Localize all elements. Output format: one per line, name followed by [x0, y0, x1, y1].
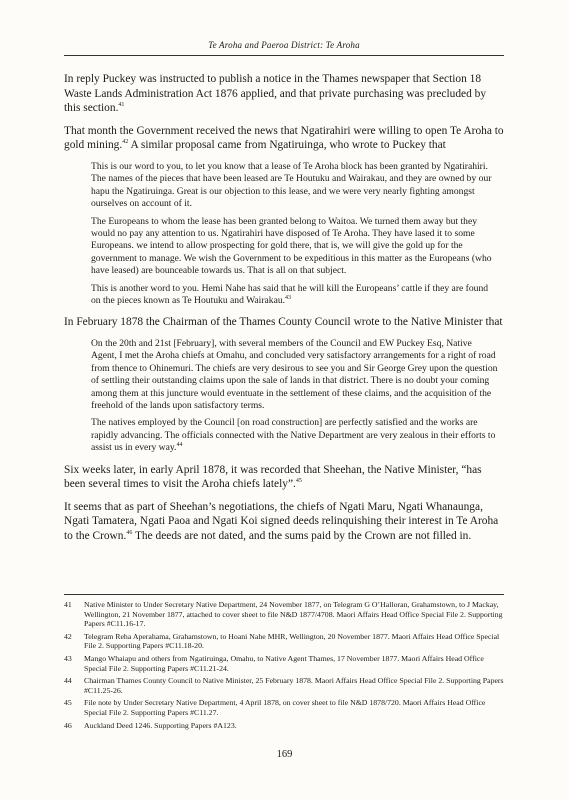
- quote-2-para-1: On the 20th and 21st [February], with several members of the Council and EW Puckey Esq, Native Agent, I met the Aroha chiefs at Omahu, and concluded very satisfactory arrangements for a right of road from thence to Ohinemuri. The chiefs are very desirous to see you and Sir George Grey upon the question of settling their outstanding claims upon the sale of lands in that district. There is no doubt your coming among them at this juncture would eventuate in the settlement of these claims, and the acquisition of the freehold of the lands upon satisfactory terms.: [91, 338, 498, 412]
- quote-1-para-3-text: This is another word to you. Hemi Nahe has said that he will kill the Europeans’ cattle if they are found on the pieces known as Te Houtuku and Wairakau.: [91, 282, 489, 307]
- quote-2-para-2: [91, 417, 498, 454]
- footnote: [64, 632, 504, 651]
- footnote-ref-45[interactable]: 45: [295, 478, 302, 485]
- paragraph-5-text-cont: The deeds are not dated, and the sums paid by the Crown are not filled in.: [132, 530, 472, 543]
- footnote-ref-44[interactable]: 44: [176, 442, 183, 449]
- paragraph-2-text-cont: A similar proposal came from Ngatiruinga, who wrote to Puckey that: [128, 139, 446, 152]
- paragraph-5-text: It seems that as part of Sheehan’s negotiations, the chiefs of Ngati Maru, Ngati Whanaunga, Ngati Tamatera, Ngati Paoa and Ngati Koi signed deeds relinquishing their interest in Te Aroha to the Crown.: [64, 500, 499, 543]
- footnote: [64, 600, 504, 629]
- block-quote-county-council: [91, 338, 498, 455]
- block-quote-ngatiruinga: [91, 161, 498, 307]
- footnote-number: 44: [64, 676, 72, 686]
- page-number: 169: [276, 749, 293, 760]
- quote-1-para-2: The Europeans to whom the lease has been granted belong to Waitoa. We turned them away but they would no pay any attention to us. Ngatirahiri have disposed of Te Aroha. They have lased it to some Europeans. we intend to allow prospecting for gold there, that is, we will give the gold up for the government to manage. We wish the Government to be expeditious in this matter as the Europeans (who have leased) are bounceable towards us. That is all on that subject.: [91, 215, 492, 277]
- body-text: [64, 72, 504, 552]
- paragraph-1: [64, 72, 504, 116]
- footnote-number: 45: [64, 698, 72, 708]
- paragraph-5: [64, 500, 504, 544]
- footnote-number: 43: [64, 653, 72, 663]
- footnote-ref-42[interactable]: 42: [122, 139, 129, 146]
- footnote: [64, 676, 504, 695]
- footnote-text: Native Minister to Under Secretary Native Department, 24 November 1877, on Telegram G O’Halloran, Grahamstown, to J Mackay, Wellington, 21 November 1877, attached to cover sheet to file N&D 1877/4708. Maori Affairs Head Office Special File 2. Supporting Papers #C11.16-17.: [84, 600, 503, 629]
- header-rule: [64, 55, 504, 56]
- footnote-ref-46[interactable]: 46: [126, 530, 133, 537]
- paragraph-1-text: In reply Puckey was instructed to publish a notice in the Thames newspaper that Section 18 Waste Lands Administration Act 1876 applied, and that private purchasing was precluded by this section.: [64, 73, 487, 115]
- footnote-text: Chairman Thames County Council to Native Minister, 25 February 1878. Maori Affairs Head Office Special File 2. Supporting Papers #C11.25-26.: [84, 676, 504, 695]
- paragraph-4: [64, 463, 504, 492]
- footnote-rule: [64, 594, 504, 595]
- footnote-text: Auckland Deed 1246. Supporting Papers #A123.: [84, 720, 237, 730]
- footnote-number: 41: [64, 600, 72, 609]
- footnote: [64, 654, 504, 673]
- quote-1-para-1: This is our word to you, to let you know that a lease of Te Aroha block has been granted by Ngatirahiri. The names of the pieces that have been leased are Te Houtuku and Wairakau, and they are owned by our hapu the Ngatiruinga. Great is our objection to this lease, and we were very nearly fighting amongst ourselves on account of it.: [91, 160, 492, 210]
- paragraph-3: In February 1878 the Chairman of the Thames County Council wrote to the Native Minister that: [64, 316, 503, 329]
- paragraph-4-text: Six weeks later, in early April 1878, it was recorded that Sheehan, the Native Minister, “has been several times to visit the Aroha chiefs lately”.: [64, 463, 482, 491]
- footnote-number: 42: [64, 631, 72, 641]
- paragraph-2-text: That month the Government received the news that Ngatirahiri were willing to open Te Aroha to gold mining.: [64, 124, 504, 152]
- running-header: Te Aroha and Paeroa District: Te Aroha: [208, 40, 360, 50]
- footnotes: [64, 600, 504, 733]
- footnote-text: Telegram Reha Aperahama, Grahamstown, to Hoani Nahe MHR, Wellington, 20 November 1877. Maori Affairs Head Office Special File 2. Supporting Papers #C11.18-20.: [84, 631, 500, 651]
- quote-2-para-2-text: The natives employed by the Council [on road construction] are perfectly satisfied and the works are rapidly advancing. The officials connected with the Native Department are very zealous in their efforts to assist us in every way.: [91, 417, 496, 454]
- footnote: [64, 698, 504, 717]
- footnote-number: 46: [64, 720, 72, 730]
- quote-1-para-3: [91, 283, 498, 308]
- paragraph-2: [64, 124, 504, 153]
- footnote: [64, 721, 504, 731]
- footnote-ref-43[interactable]: 43: [285, 294, 292, 301]
- footnote-text: Mango Whaiapu and others from Ngatiruinga, Omahu, to Native Agent Thames, 17 November 1877. Maori Affairs Head Office Special File 2. Supporting Papers #C11.21-24.: [84, 653, 484, 673]
- footnote-text: File note by Under Secretary Native Department, 4 April 1878, on cover sheet to file N&D 1878/720. Maori Affairs Head Office Special File 2. Supporting Papers #C11.27.: [84, 698, 486, 717]
- footnote-ref-41[interactable]: 41: [118, 102, 125, 109]
